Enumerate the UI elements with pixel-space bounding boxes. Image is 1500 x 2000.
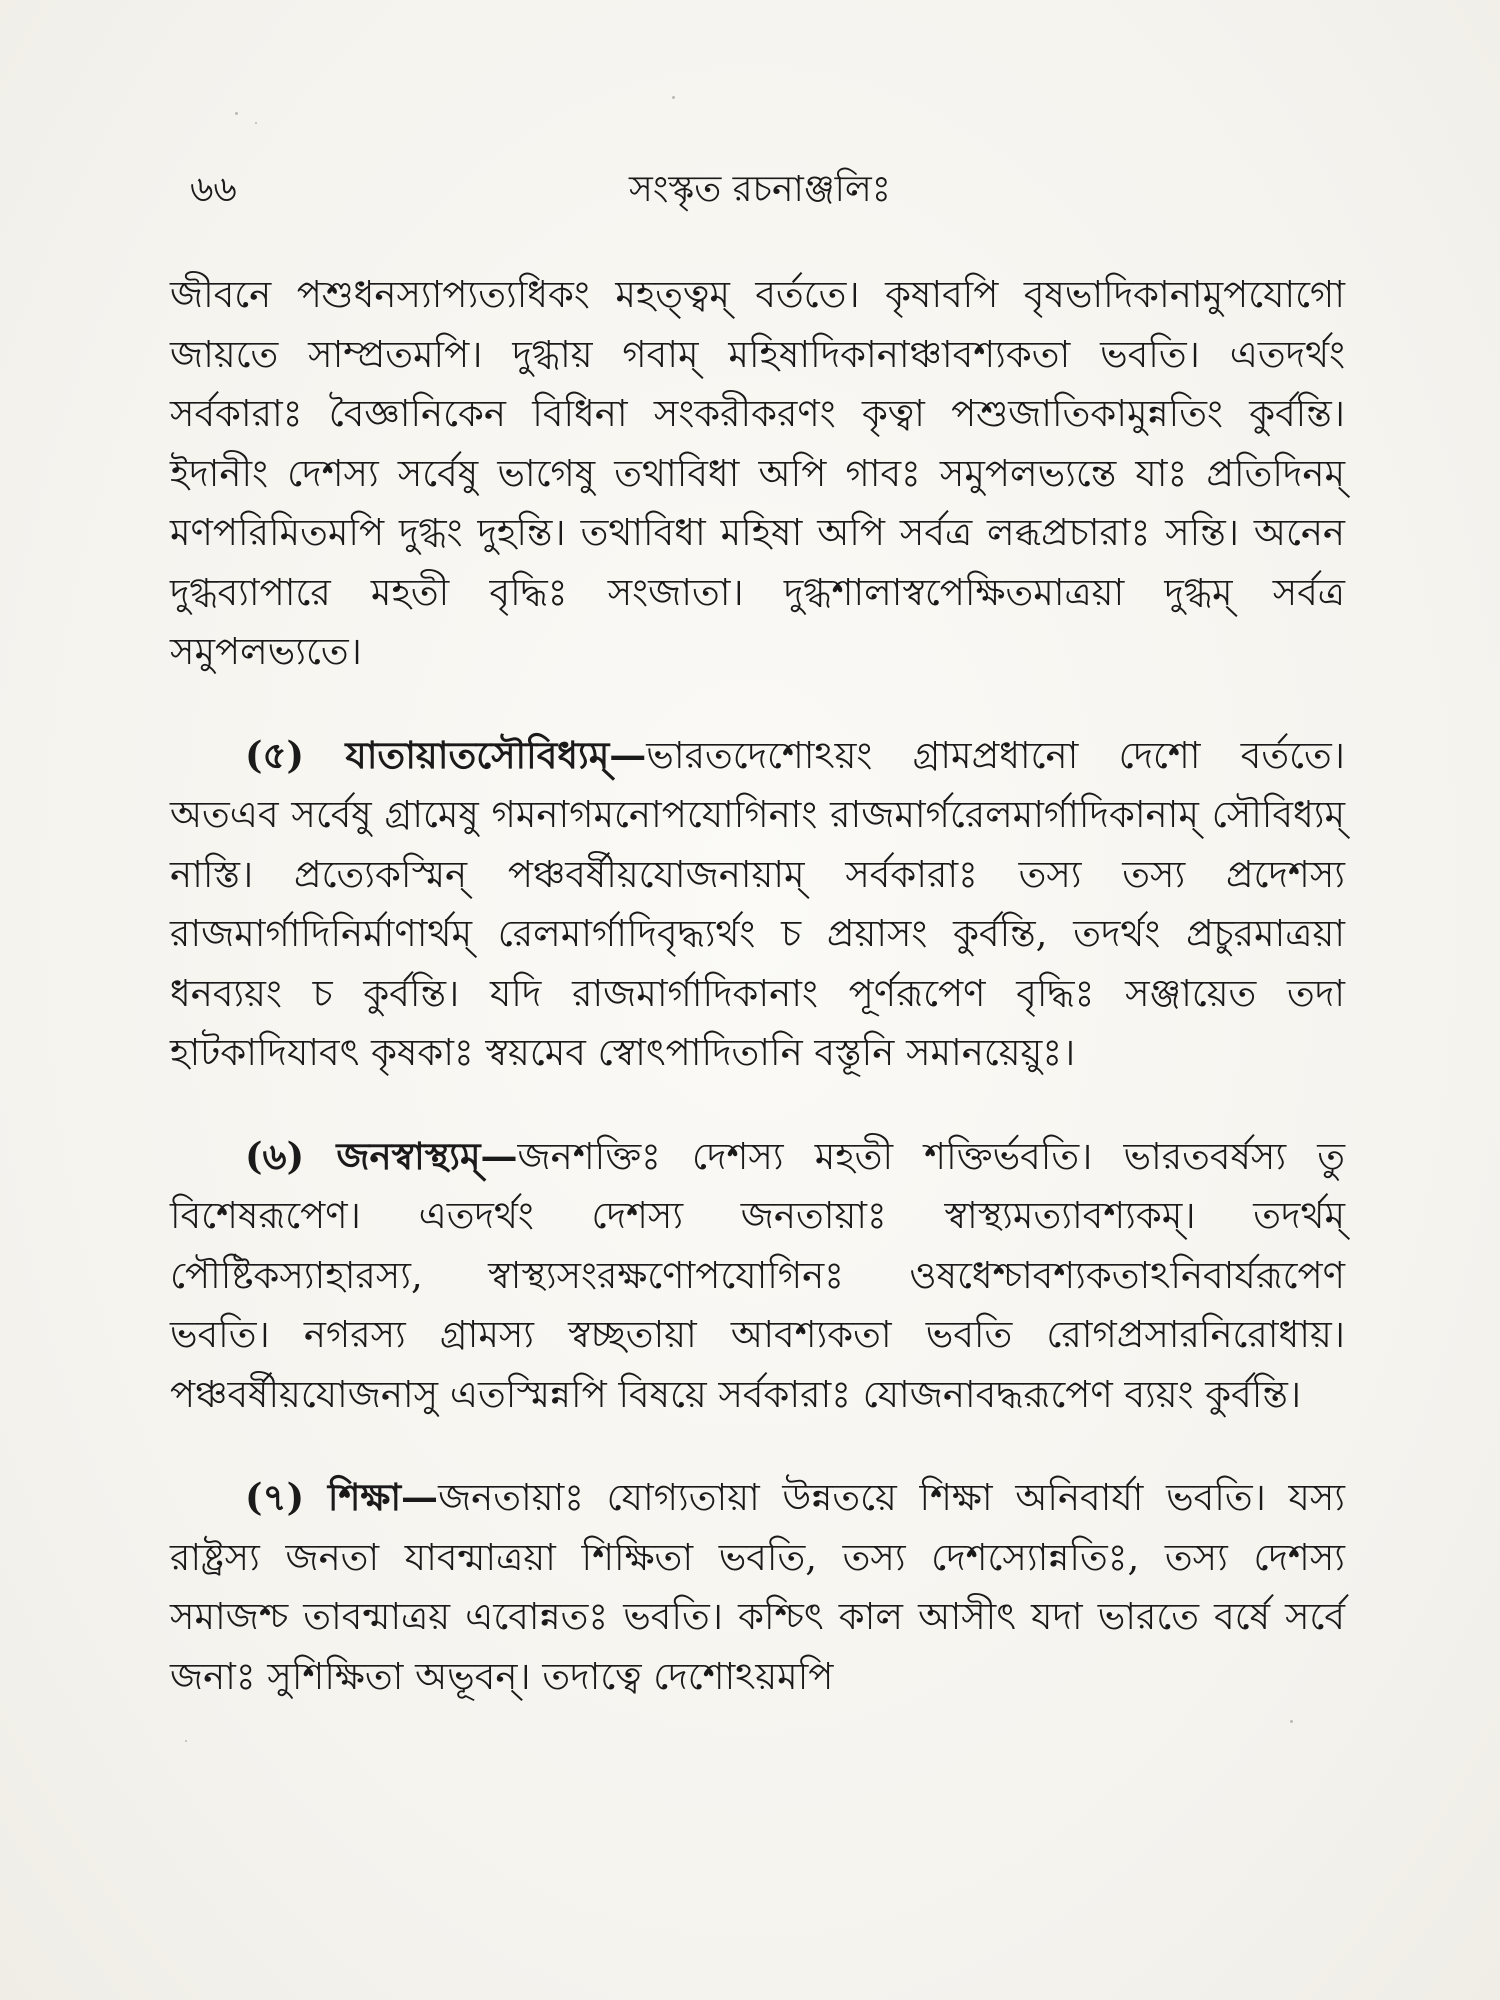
- running-title: সংস্কৃত রচনাঞ্জলিঃ: [629, 169, 891, 210]
- section-heading: (৭) শিক্ষা—: [245, 1475, 439, 1519]
- paragraph-education: [170, 1468, 1345, 1706]
- page-number: ৬৬: [190, 169, 237, 210]
- print-speck: [235, 112, 238, 115]
- section-heading: (৫) যাতায়াতসৌবিধ্যম্—: [245, 732, 647, 777]
- section-heading: (৬) জনস্বাস্থ্যম্—: [245, 1133, 518, 1178]
- body-text: [170, 265, 1345, 1750]
- paragraph-text: জীবনে পশুধনস্যাপ্যত্যধিকং মহত্ত্বম্ বর্ততে। কৃষাবপি বৃষভাদিকানামুপযোগো জায়তে সাম্প্রতমপি। দুগ্ধায় গবাম্ মহিষাদিকানাঞ্চাবশ্যকতা ভবতি। এতদর্থং সর্বকারাঃ বৈজ্ঞানিকেন বিধিনা সংকরীকরণং কৃত্বা পশুজাতিকামুন্নতিং কুর্বন্তি। ইদানীং দেশস্য সর্বেষু ভাগেষু তথাবিধা অপি গাবঃ সমুপলভ্যন্তে যাঃ প্রতিদিনম্ মণপরিমিতমপি দুগ্ধং দুহন্তি। তথাবিধা মহিষা অপি সর্বত্র লব্ধপ্রচারাঃ সন্তি। অনেন দুগ্ধব্যাপারে মহতী বৃদ্ধিঃ সংজাতা। দুগ্ধশালাস্বপেক্ষিতমাত্রয়া দুগ্ধম্ সর্বত্র সমুপলভ্যতে।: [170, 273, 1346, 673]
- print-speck: [255, 122, 257, 124]
- paragraph-livestock: [170, 265, 1345, 682]
- paragraph-text: জনশক্তিঃ দেশস্য মহতী শক্তির্ভবতি। ভারতবর্ষস্য তু বিশেষরূপেণ। এতদর্থং দেশস্য জনতায়াঃ স্বাস্থ্যমত্যাবশ্যকম্। তদর্থম্ পৌষ্টিকস্যাহারস্য, স্বাস্থ্যসংরক্ষণোপযোগিনঃ ওষধেশ্চাবশ্যকতাঽনিবার্যরূপেণ ভবতি। নগরস্য গ্রামস্য স্বচ্ছতায়া আবশ্যকতা ভবতি রোগপ্রসারনিরোধায়। পঞ্চবর্ষীয়যোজনাসু এতস্মিন্নপি বিষয়ে সর্বকারাঃ যোজনাবদ্ধরূপেণ ব্যয়ং কুর্বন্তি।: [170, 1134, 1345, 1416]
- page-header: [190, 160, 1330, 220]
- paragraph-transport: [170, 726, 1345, 1083]
- print-speck: [672, 96, 675, 99]
- paragraph-text: জনতায়াঃ যোগ্যতায়া উন্নতয়ে শিক্ষা অনিবার্যা ভবতি। যস্য রাষ্ট্রস্য জনতা যাবন্মাত্রয়া শিক্ষিতা ভবতি, তস্য দেশস্যোন্নতিঃ, তস্য দেশস্য সমাজশ্চ তাবন্মাত্রয় এবোন্নতঃ ভবতি। কশ্চিৎ কাল আসীৎ যদা ভারতে বর্ষে সর্বে জনাঃ সুশিক্ষিতা অভূবন্। তদাত্বে দেশোঽয়মপি: [170, 1476, 1345, 1698]
- paragraph-text: ভারতদেশোঽয়ং গ্রামপ্রধানো দেশো বর্ততে। অতএব সর্বেষু গ্রামেষু গমনাগমনোপযোগিনাং রাজমার্গরেলমার্গাদিকানাম্ সৌবিধ্যম্ নাস্তি। প্রত্যেকস্মিন্ পঞ্চবর্ষীয়যোজনায়াম্ সর্বকারাঃ তস্য তস্য প্রদেশস্য রাজমার্গাদিনির্মাণার্থম্ রেলমার্গাদিবৃদ্ধ্যর্থং চ প্রয়াসং কুর্বন্তি, তদর্থং প্রচুরমাত্রয়া ধনব্যয়ং চ কুর্বন্তি। যদি রাজমার্গাদিকানাং পূর্ণরূপেণ বৃদ্ধিঃ সঞ্জায়েত তদা হাটকাদিযাবৎ কৃষকাঃ স্বয়মেব স্বোৎপাদিতানি বস্তূনি সমানয়েয়ুঃ।: [170, 733, 1345, 1074]
- paragraph-public-health: [170, 1127, 1345, 1425]
